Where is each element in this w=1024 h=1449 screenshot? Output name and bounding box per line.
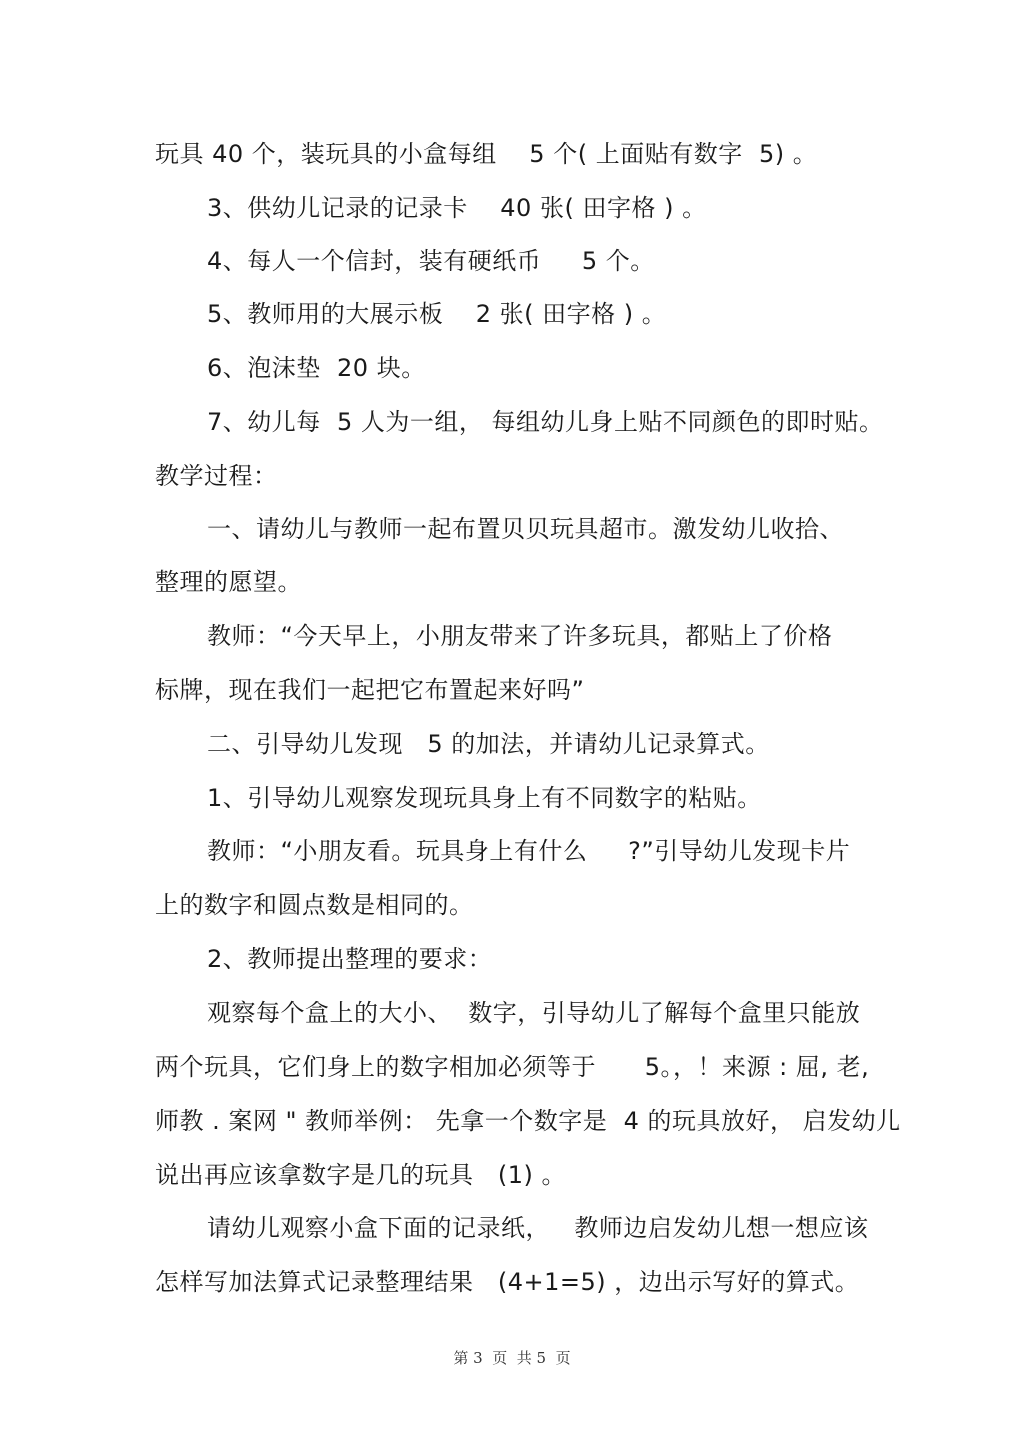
- paragraph-line: 6、泡沫垫 20 块。: [207, 354, 426, 382]
- paragraph-line: 5、教师用的大展示板 2 张( 田字格 ) 。: [207, 300, 667, 328]
- paragraph-line: 2、教师提出整理的要求：: [207, 945, 493, 973]
- paragraph-line: 说出再应该拿数字是几的玩具 (1) 。: [155, 1161, 567, 1189]
- paragraph-line: 二、引导幼儿发现 5 的加法，并请幼儿记录算式。: [207, 730, 770, 758]
- page-number-footer: 第 3 页 共 5 页: [453, 1349, 571, 1367]
- paragraph-line: 一、请幼儿与教师一起布置贝贝玩具超市。激发幼儿收拾、: [207, 515, 844, 543]
- paragraph-line: 标牌，现在我们一起把它布置起来好吗”: [155, 676, 585, 704]
- paragraph-line: 师教 . 案网 " 教师举例： 先拿一个数字是 4 的玩具放好， 启发幼儿: [155, 1107, 901, 1135]
- paragraph-line: 教师：“小朋友看。玩具身上有什么 ?”引导幼儿发现卡片: [207, 837, 851, 865]
- paragraph-line: 7、幼儿每 5 人为一组， 每组幼儿身上贴不同颜色的即时贴。: [207, 408, 884, 436]
- paragraph-line: 4、每人一个信封，装有硬纸币 5 个。: [207, 247, 655, 275]
- section-heading: 教学过程：: [155, 462, 278, 490]
- paragraph-line: 1、引导幼儿观察发现玩具身上有不同数字的粘贴。: [207, 784, 762, 812]
- paragraph-line: 3、供幼儿记录的记录卡 40 张( 田字格 ) 。: [207, 194, 707, 222]
- paragraph-line: 请幼儿观察小盒下面的记录纸， 教师边启发幼儿想一想应该: [207, 1214, 869, 1242]
- paragraph-line: 上的数字和圆点数是相同的。: [155, 891, 474, 919]
- paragraph-line: 观察每个盒上的大小、 数字，引导幼儿了解每个盒里只能放: [207, 999, 861, 1027]
- paragraph-line: 教师：“今天早上，小朋友带来了许多玩具，都贴上了价格: [207, 622, 833, 650]
- paragraph-line: 两个玩具，它们身上的数字相加必须等于 5。，！来源 : 屈, 老,: [155, 1053, 870, 1081]
- paragraph-line: 玩具 40 个，装玩具的小盒每组 5 个( 上面贴有数字 5) 。: [155, 140, 818, 168]
- paragraph-line: 整理的愿望。: [155, 568, 302, 596]
- paragraph-line: 怎样写加法算式记录整理结果 (4+1=5) ，边出示写好的算式。: [155, 1268, 860, 1296]
